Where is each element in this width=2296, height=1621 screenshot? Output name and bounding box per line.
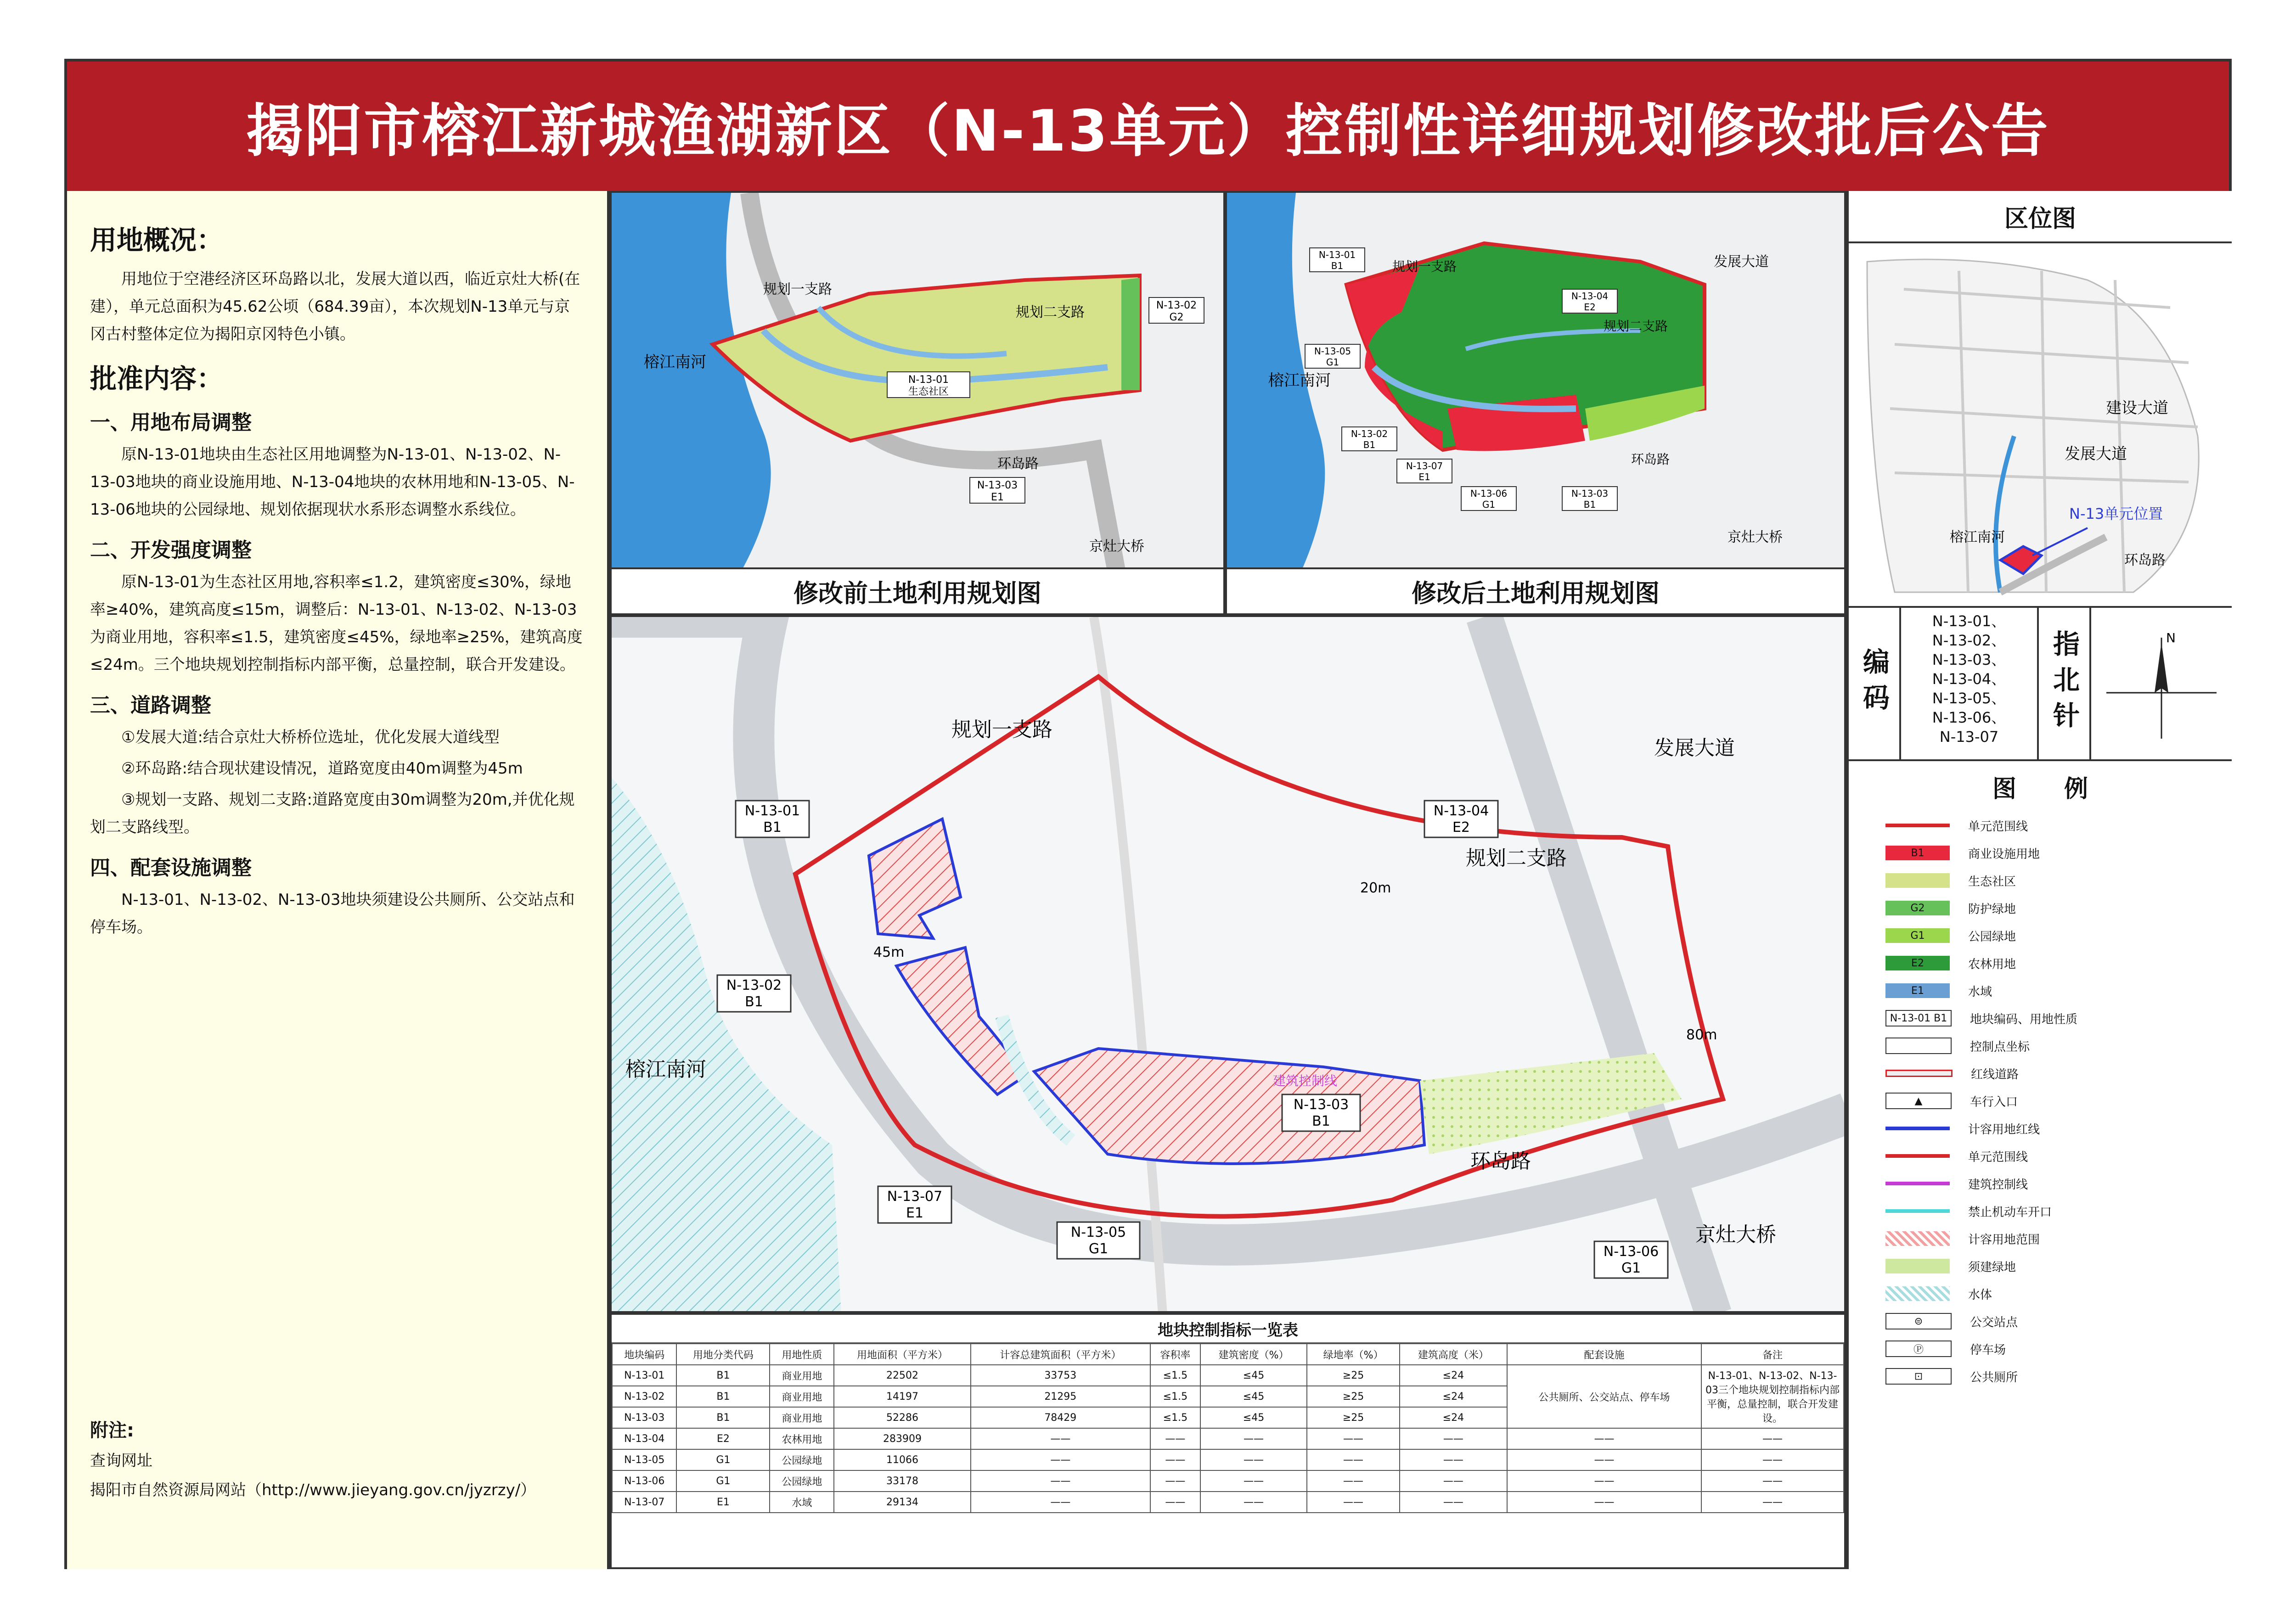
legend-swatch xyxy=(1885,1209,1950,1213)
legend-label: 车行入口 xyxy=(1970,1095,2018,1109)
table-cell: 公园绿地 xyxy=(770,1470,834,1492)
indicator-table xyxy=(612,1343,1844,1513)
before-map xyxy=(610,191,1225,615)
north-arrow-icon xyxy=(2091,608,2232,759)
after-label-use: E1 xyxy=(1418,471,1430,482)
table-cell: G1 xyxy=(676,1470,770,1492)
loc-river: 榕江南河 xyxy=(1950,529,2005,545)
before-road-huandao: 环岛路 xyxy=(997,456,1039,472)
width-20m: 20m xyxy=(1360,880,1391,896)
after-bridge: 京灶大桥 xyxy=(1728,529,1783,545)
before-g2-use: G2 xyxy=(1169,312,1184,323)
section-1-text: 原N-13-01地块由生态社区用地调整为N-13-01、N-13-02、N-13-03地块的商业设施用地、N-13-04地块的农林用地和N-13-05、N-13-06地块的公园绿地、规划依据现状水系形态调整水系线位。 xyxy=(90,445,575,519)
legend-label: 地块编码、用地性质 xyxy=(1970,1012,2078,1026)
legend-swatch: ⊡ xyxy=(1885,1368,1952,1385)
table-cell: 公园绿地 xyxy=(770,1449,834,1470)
table-cell: N-13-02 xyxy=(612,1386,676,1407)
legend-swatch: Ⓟ xyxy=(1885,1341,1952,1357)
table-cell: ≤45 xyxy=(1200,1365,1307,1386)
after-map-canvas xyxy=(1227,193,1846,573)
table-cell: —— xyxy=(1307,1492,1399,1513)
after-map xyxy=(1225,191,1846,615)
overview-text: 用地位于空港经济区环岛路以北，发展大道以西，临近京灶大桥(在建），单元总面积为45.62公顷（684.39亩），本次规划N-13单元与京冈古村整体定位为揭阳京冈特色小镇。 xyxy=(90,270,580,343)
code-item: N-13-01、 xyxy=(1932,612,2006,630)
table-cell: 52286 xyxy=(834,1407,970,1428)
parcel-g2 xyxy=(1121,278,1140,390)
table-cell: 33178 xyxy=(834,1470,970,1492)
note-website: 揭阳市自然资源局网站（http://www.jieyang.gov.cn/jyzrzy/） xyxy=(90,1481,536,1499)
detail-label-use: E1 xyxy=(906,1205,924,1221)
legend-item xyxy=(1885,1115,2232,1142)
th: 绿地率（%） xyxy=(1307,1344,1399,1365)
table-row xyxy=(612,1449,1844,1470)
table-cell: N-13-04 xyxy=(612,1428,676,1449)
table-cell: —— xyxy=(1307,1470,1399,1492)
building-line-label: 建筑控制线 xyxy=(1273,1073,1338,1088)
legend-item xyxy=(1885,1335,2232,1363)
table-header-row xyxy=(612,1344,1844,1365)
section-1-heading: 一、用地布局调整 xyxy=(90,411,252,434)
detail-road-huandao: 环岛路 xyxy=(1470,1150,1531,1173)
code-item: N-13-06、 xyxy=(1932,709,2006,726)
table-cell: —— xyxy=(1701,1470,1844,1492)
legend-swatch: B1 xyxy=(1885,846,1950,860)
table-cell: —— xyxy=(971,1492,1150,1513)
legend-label: 防护绿地 xyxy=(1968,902,2016,916)
before-e1-use: E1 xyxy=(991,492,1004,503)
before-g2-code: N-13-02 xyxy=(1156,300,1197,311)
legend-swatch xyxy=(1885,1286,1950,1301)
table-title: 地块控制指标一览表 xyxy=(612,1315,1844,1343)
legend-swatch: E1 xyxy=(1885,983,1950,998)
legend-swatch: N-13-01 B1 xyxy=(1885,1010,1952,1026)
location-title: 区位图 xyxy=(1849,191,2232,243)
th: 用地分类代码 xyxy=(676,1344,770,1365)
legend-label: 控制点坐标 xyxy=(1970,1040,2030,1054)
table-cell: ≤1.5 xyxy=(1150,1407,1200,1428)
table-cell: 11066 xyxy=(834,1449,970,1470)
table-cell: 78429 xyxy=(971,1407,1150,1428)
legend-swatch: E2 xyxy=(1885,956,1950,970)
remark-cell: N-13-01、N-13-02、N-13-03三个地块规划控制指标内部平衡，总量控制，联合开发建设。 xyxy=(1701,1365,1844,1428)
code-item: N-13-05、 xyxy=(1932,690,2006,707)
north-label: 指北针 xyxy=(2039,608,2091,759)
legend-swatch xyxy=(1885,1070,1953,1077)
table-cell: 商业用地 xyxy=(770,1365,834,1386)
after-label-use: E2 xyxy=(1584,302,1596,313)
table-cell: 29134 xyxy=(834,1492,970,1513)
legend-label: 建筑控制线 xyxy=(1968,1178,2028,1192)
table-row xyxy=(612,1492,1844,1513)
detail-bridge: 京灶大桥 xyxy=(1695,1223,1776,1246)
table-cell: N-13-06 xyxy=(612,1470,676,1492)
detail-road-2: 规划二支路 xyxy=(1466,847,1567,870)
table-cell: 283909 xyxy=(834,1428,970,1449)
legend-label: 水体 xyxy=(1968,1288,1992,1302)
loc-fazhan: 发展大道 xyxy=(2065,445,2127,463)
right-panel xyxy=(1846,191,2232,1569)
table-cell: —— xyxy=(1200,1428,1307,1449)
legend-list xyxy=(1849,812,2232,1390)
after-label-use: B1 xyxy=(1583,499,1596,510)
table-cell: ≤45 xyxy=(1200,1386,1307,1407)
table-cell: 14197 xyxy=(834,1386,970,1407)
table-cell: —— xyxy=(1200,1449,1307,1470)
after-river-label: 榕江南河 xyxy=(1268,371,1331,390)
after-road-2: 规划二支路 xyxy=(1604,319,1668,334)
table-cell: 农林用地 xyxy=(770,1428,834,1449)
section-4-text: N-13-01、N-13-02、N-13-03地块须建设公共厕所、公交站点和停车场。 xyxy=(90,891,575,937)
table-cell: —— xyxy=(1307,1428,1399,1449)
code-label: 编码 xyxy=(1849,608,1901,759)
indicator-table-box xyxy=(610,1313,1846,1569)
legend-swatch: G1 xyxy=(1885,928,1950,943)
after-label-use: G1 xyxy=(1326,357,1339,368)
legend-label: 须建绿地 xyxy=(1968,1260,2016,1274)
table-cell: —— xyxy=(1701,1428,1844,1449)
detail-label-use: G1 xyxy=(1621,1260,1641,1276)
legend-swatch xyxy=(1885,1231,1950,1246)
th: 用地面积（平方米） xyxy=(834,1344,970,1365)
table-cell: 水域 xyxy=(770,1492,834,1513)
legend-label: 红线道路 xyxy=(1971,1067,2019,1082)
table-cell: 商业用地 xyxy=(770,1407,834,1428)
after-road-1: 规划一支路 xyxy=(1392,259,1457,274)
before-e1-code: N-13-03 xyxy=(977,480,1018,491)
legend-label: 公共厕所 xyxy=(1970,1370,2018,1385)
table-cell: ≥25 xyxy=(1307,1407,1399,1428)
table-cell: B1 xyxy=(676,1386,770,1407)
table-cell: 商业用地 xyxy=(770,1386,834,1407)
th: 用地性质 xyxy=(770,1344,834,1365)
table-cell: —— xyxy=(1400,1492,1507,1513)
after-label-use: B1 xyxy=(1331,260,1344,271)
before-parcel-code: N-13-01 xyxy=(908,374,949,386)
legend-label: 生态社区 xyxy=(1968,875,2016,889)
section-4-heading: 四、配套设施调整 xyxy=(90,856,252,880)
legend-swatch: ⊜ xyxy=(1885,1313,1952,1329)
table-cell: ≤24 xyxy=(1400,1365,1507,1386)
section-3-item: ②环岛路:结合现状建设情况，道路宽度由40m调整为45m xyxy=(121,759,523,778)
table-cell: —— xyxy=(1701,1492,1844,1513)
legend-label: 单元范围线 xyxy=(1968,819,2028,834)
legend-item xyxy=(1885,1363,2232,1390)
note-block xyxy=(90,1416,536,1505)
table-cell: —— xyxy=(1400,1470,1507,1492)
legend-label: 农林用地 xyxy=(1968,957,2016,971)
before-river-label: 榕江南河 xyxy=(644,353,706,371)
table-row xyxy=(612,1470,1844,1492)
detail-label-code: N-13-07 xyxy=(887,1189,943,1205)
legend-item xyxy=(1885,867,2232,894)
table-cell: —— xyxy=(971,1428,1150,1449)
legend-item xyxy=(1885,922,2232,949)
table-cell: —— xyxy=(971,1449,1150,1470)
after-label-code: N-13-04 xyxy=(1571,291,1609,302)
section-2-heading: 二、开发强度调整 xyxy=(90,538,252,562)
facility-cell: 公共厕所、公交站点、停车场 xyxy=(1507,1365,1701,1428)
note-line-1: 查询网址 xyxy=(90,1452,152,1470)
legend-item xyxy=(1885,949,2232,977)
legend-item xyxy=(1885,1225,2232,1252)
table-cell: —— xyxy=(1400,1449,1507,1470)
detail-label-code: N-13-05 xyxy=(1070,1224,1126,1240)
table-cell: ≥25 xyxy=(1307,1386,1399,1407)
legend-item xyxy=(1885,1004,2232,1032)
detail-label-use: B1 xyxy=(1312,1113,1330,1129)
legend-item xyxy=(1885,1197,2232,1225)
table-cell: ≥25 xyxy=(1307,1365,1399,1386)
legend-item xyxy=(1885,812,2232,839)
legend-label: 水域 xyxy=(1968,985,1992,999)
legend-swatch xyxy=(1885,1259,1950,1273)
legend-item xyxy=(1885,1032,2232,1060)
legend-item xyxy=(1885,1252,2232,1280)
legend-item xyxy=(1885,1142,2232,1170)
legend-swatch: ▲ xyxy=(1885,1093,1952,1109)
section-3-item: ①发展大道:结合京灶大桥桥位选址，优化发展大道线型 xyxy=(121,728,500,746)
detail-river-label: 榕江南河 xyxy=(625,1058,706,1081)
table-cell: B1 xyxy=(676,1407,770,1428)
detail-map-canvas xyxy=(612,617,1846,1313)
legend-item xyxy=(1885,839,2232,867)
table-cell: E2 xyxy=(676,1428,770,1449)
after-label-use: G1 xyxy=(1482,499,1496,510)
legend-item xyxy=(1885,1087,2232,1115)
before-map-caption: 修改前土地利用规划图 xyxy=(612,567,1223,613)
legend-swatch xyxy=(1885,1127,1950,1130)
table-cell: —— xyxy=(1150,1470,1200,1492)
north-letter: N xyxy=(2166,630,2176,645)
location-marker-label: N-13单元位置 xyxy=(2069,505,2163,522)
th: 配套设施 xyxy=(1507,1344,1701,1365)
table-cell: —— xyxy=(1507,1449,1701,1470)
detail-label-code: N-13-06 xyxy=(1603,1244,1659,1260)
legend-swatch xyxy=(1885,1154,1950,1158)
before-road-2: 规划二支路 xyxy=(1016,304,1085,320)
legend-label: 停车场 xyxy=(1970,1343,2006,1357)
legend-label: 商业设施用地 xyxy=(1968,847,2040,861)
table-cell: ≤24 xyxy=(1400,1386,1507,1407)
legend-swatch xyxy=(1885,824,1950,827)
table-cell: —— xyxy=(1400,1428,1507,1449)
table-cell: ≤45 xyxy=(1200,1407,1307,1428)
approval-heading: 批准内容： xyxy=(90,363,224,394)
legend-item xyxy=(1885,977,2232,1004)
after-map-caption: 修改后土地利用规划图 xyxy=(1227,567,1844,613)
table-cell: ≤24 xyxy=(1400,1407,1507,1428)
section-3-item: ③规划一支路、规划二支路:道路宽度由30m调整为20m,并优化规划二支路线型。 xyxy=(90,791,575,836)
before-map-canvas xyxy=(612,193,1225,573)
before-parcel-use: 生态社区 xyxy=(908,386,949,398)
after-label-code: N-13-06 xyxy=(1470,488,1508,499)
code-and-north xyxy=(1849,608,2232,761)
table-cell: N-13-07 xyxy=(612,1492,676,1513)
code-list xyxy=(1901,608,2039,759)
table-cell: —— xyxy=(1150,1449,1200,1470)
table-cell: B1 xyxy=(676,1365,770,1386)
legend-swatch xyxy=(1885,873,1950,888)
before-road-1: 规划一支路 xyxy=(763,281,832,297)
legend-title: 图 例 xyxy=(1992,775,2088,803)
table-row xyxy=(612,1428,1844,1449)
table-cell: —— xyxy=(1507,1428,1701,1449)
detail-road-fazhan: 发展大道 xyxy=(1654,736,1735,760)
legend-label: 单元范围线 xyxy=(1968,1150,2028,1164)
table-cell: ≤1.5 xyxy=(1150,1386,1200,1407)
detail-label-code: N-13-01 xyxy=(744,803,800,819)
table-cell: —— xyxy=(1507,1492,1701,1513)
after-label-use: B1 xyxy=(1363,439,1376,450)
legend-label: 计容用地红线 xyxy=(1968,1122,2040,1137)
table-cell: G1 xyxy=(676,1449,770,1470)
after-label-code: N-13-03 xyxy=(1571,488,1609,499)
legend-swatch xyxy=(1885,1038,1952,1054)
table-cell: —— xyxy=(971,1470,1150,1492)
table-cell: —— xyxy=(1701,1449,1844,1470)
loc-jianshe: 建设大道 xyxy=(2106,399,2168,417)
width-80m: 80m xyxy=(1686,1027,1717,1043)
section-2-text: 原N-13-01为生态社区用地,容积率≤1.2，建筑密度≤30%，绿地率≥40%，建筑高度≤15m，调整后：N-13-01、N-13-02、N-13-03为商业用地，容积率≤1.5，建筑密度≤45%，绿地率≥25%，建筑高度≤24m。三个地块规划控制指标内部平衡，总量控制，联合开发建设。 xyxy=(90,573,583,674)
legend-item xyxy=(1885,1307,2232,1335)
detail-label-code: N-13-03 xyxy=(1293,1097,1349,1113)
table-row xyxy=(612,1365,1844,1386)
code-item: N-13-03、 xyxy=(1932,651,2006,668)
detail-map xyxy=(610,615,1846,1313)
legend-label: 公交站点 xyxy=(1970,1315,2018,1329)
code-item: N-13-07 xyxy=(1939,728,1999,746)
code-item: N-13-04、 xyxy=(1932,670,2006,688)
note-heading: 附注: xyxy=(90,1420,134,1441)
detail-label-code: N-13-02 xyxy=(726,977,782,993)
before-bridge: 京灶大桥 xyxy=(1089,538,1144,555)
loc-huandao: 环岛路 xyxy=(2124,552,2166,568)
table-cell: —— xyxy=(1307,1449,1399,1470)
legend-swatch xyxy=(1885,1182,1950,1185)
after-road-huandao: 环岛路 xyxy=(1631,452,1670,467)
legend-label: 禁止机动车开口 xyxy=(1968,1205,2052,1219)
th: 计容总建筑面积（平方米） xyxy=(971,1344,1150,1365)
table-cell: N-13-01 xyxy=(612,1365,676,1386)
table-cell: 33753 xyxy=(971,1365,1150,1386)
text-panel xyxy=(67,191,610,1569)
table-cell: —— xyxy=(1200,1492,1307,1513)
table-cell: N-13-03 xyxy=(612,1407,676,1428)
table-cell: —— xyxy=(1200,1470,1307,1492)
table-cell: 22502 xyxy=(834,1365,970,1386)
legend-swatch: G2 xyxy=(1885,901,1950,915)
th: 备注 xyxy=(1701,1344,1844,1365)
table-cell: —— xyxy=(1150,1492,1200,1513)
legend-item xyxy=(1885,894,2232,922)
after-label-code: N-13-01 xyxy=(1318,249,1356,260)
width-45m: 45m xyxy=(873,944,905,960)
th: 容积率 xyxy=(1150,1344,1200,1365)
th: 建筑密度（%） xyxy=(1200,1344,1307,1365)
table-cell: E1 xyxy=(676,1492,770,1513)
table-cell: 21295 xyxy=(971,1386,1150,1407)
table-cell: N-13-05 xyxy=(612,1449,676,1470)
after-label-code: N-13-07 xyxy=(1406,460,1443,471)
table-cell: —— xyxy=(1507,1470,1701,1492)
th: 建筑高度（米） xyxy=(1400,1344,1507,1365)
detail-label-use: B1 xyxy=(745,994,763,1010)
detail-road-1: 规划一支路 xyxy=(951,718,1052,741)
code-item: N-13-02、 xyxy=(1932,632,2006,649)
after-label-code: N-13-02 xyxy=(1351,428,1388,439)
legend-item xyxy=(1885,1170,2232,1197)
detail-label-use: G1 xyxy=(1088,1241,1109,1257)
poster-frame xyxy=(64,59,2232,1569)
table-cell: ≤1.5 xyxy=(1150,1365,1200,1386)
after-label-code: N-13-05 xyxy=(1314,346,1351,357)
detail-label-use: B1 xyxy=(763,819,782,836)
legend-label: 公园绿地 xyxy=(1968,930,2016,944)
detail-label-code: N-13-04 xyxy=(1433,803,1489,819)
legend-item xyxy=(1885,1280,2232,1307)
page-title: 揭阳市榕江新城渔湖新区（N-13单元）控制性详细规划修改批后公告 xyxy=(67,62,2229,191)
legend-item xyxy=(1885,1060,2232,1087)
table-cell: —— xyxy=(1150,1428,1200,1449)
section-3-heading: 三、道路调整 xyxy=(90,694,211,717)
detail-label-use: E2 xyxy=(1452,819,1470,836)
location-map xyxy=(1849,243,2232,608)
overview-heading: 用地概况： xyxy=(90,224,224,256)
legend-label: 计容用地范围 xyxy=(1968,1233,2040,1247)
th: 地块编码 xyxy=(612,1344,676,1365)
after-road-fazhan: 发展大道 xyxy=(1714,254,1769,270)
